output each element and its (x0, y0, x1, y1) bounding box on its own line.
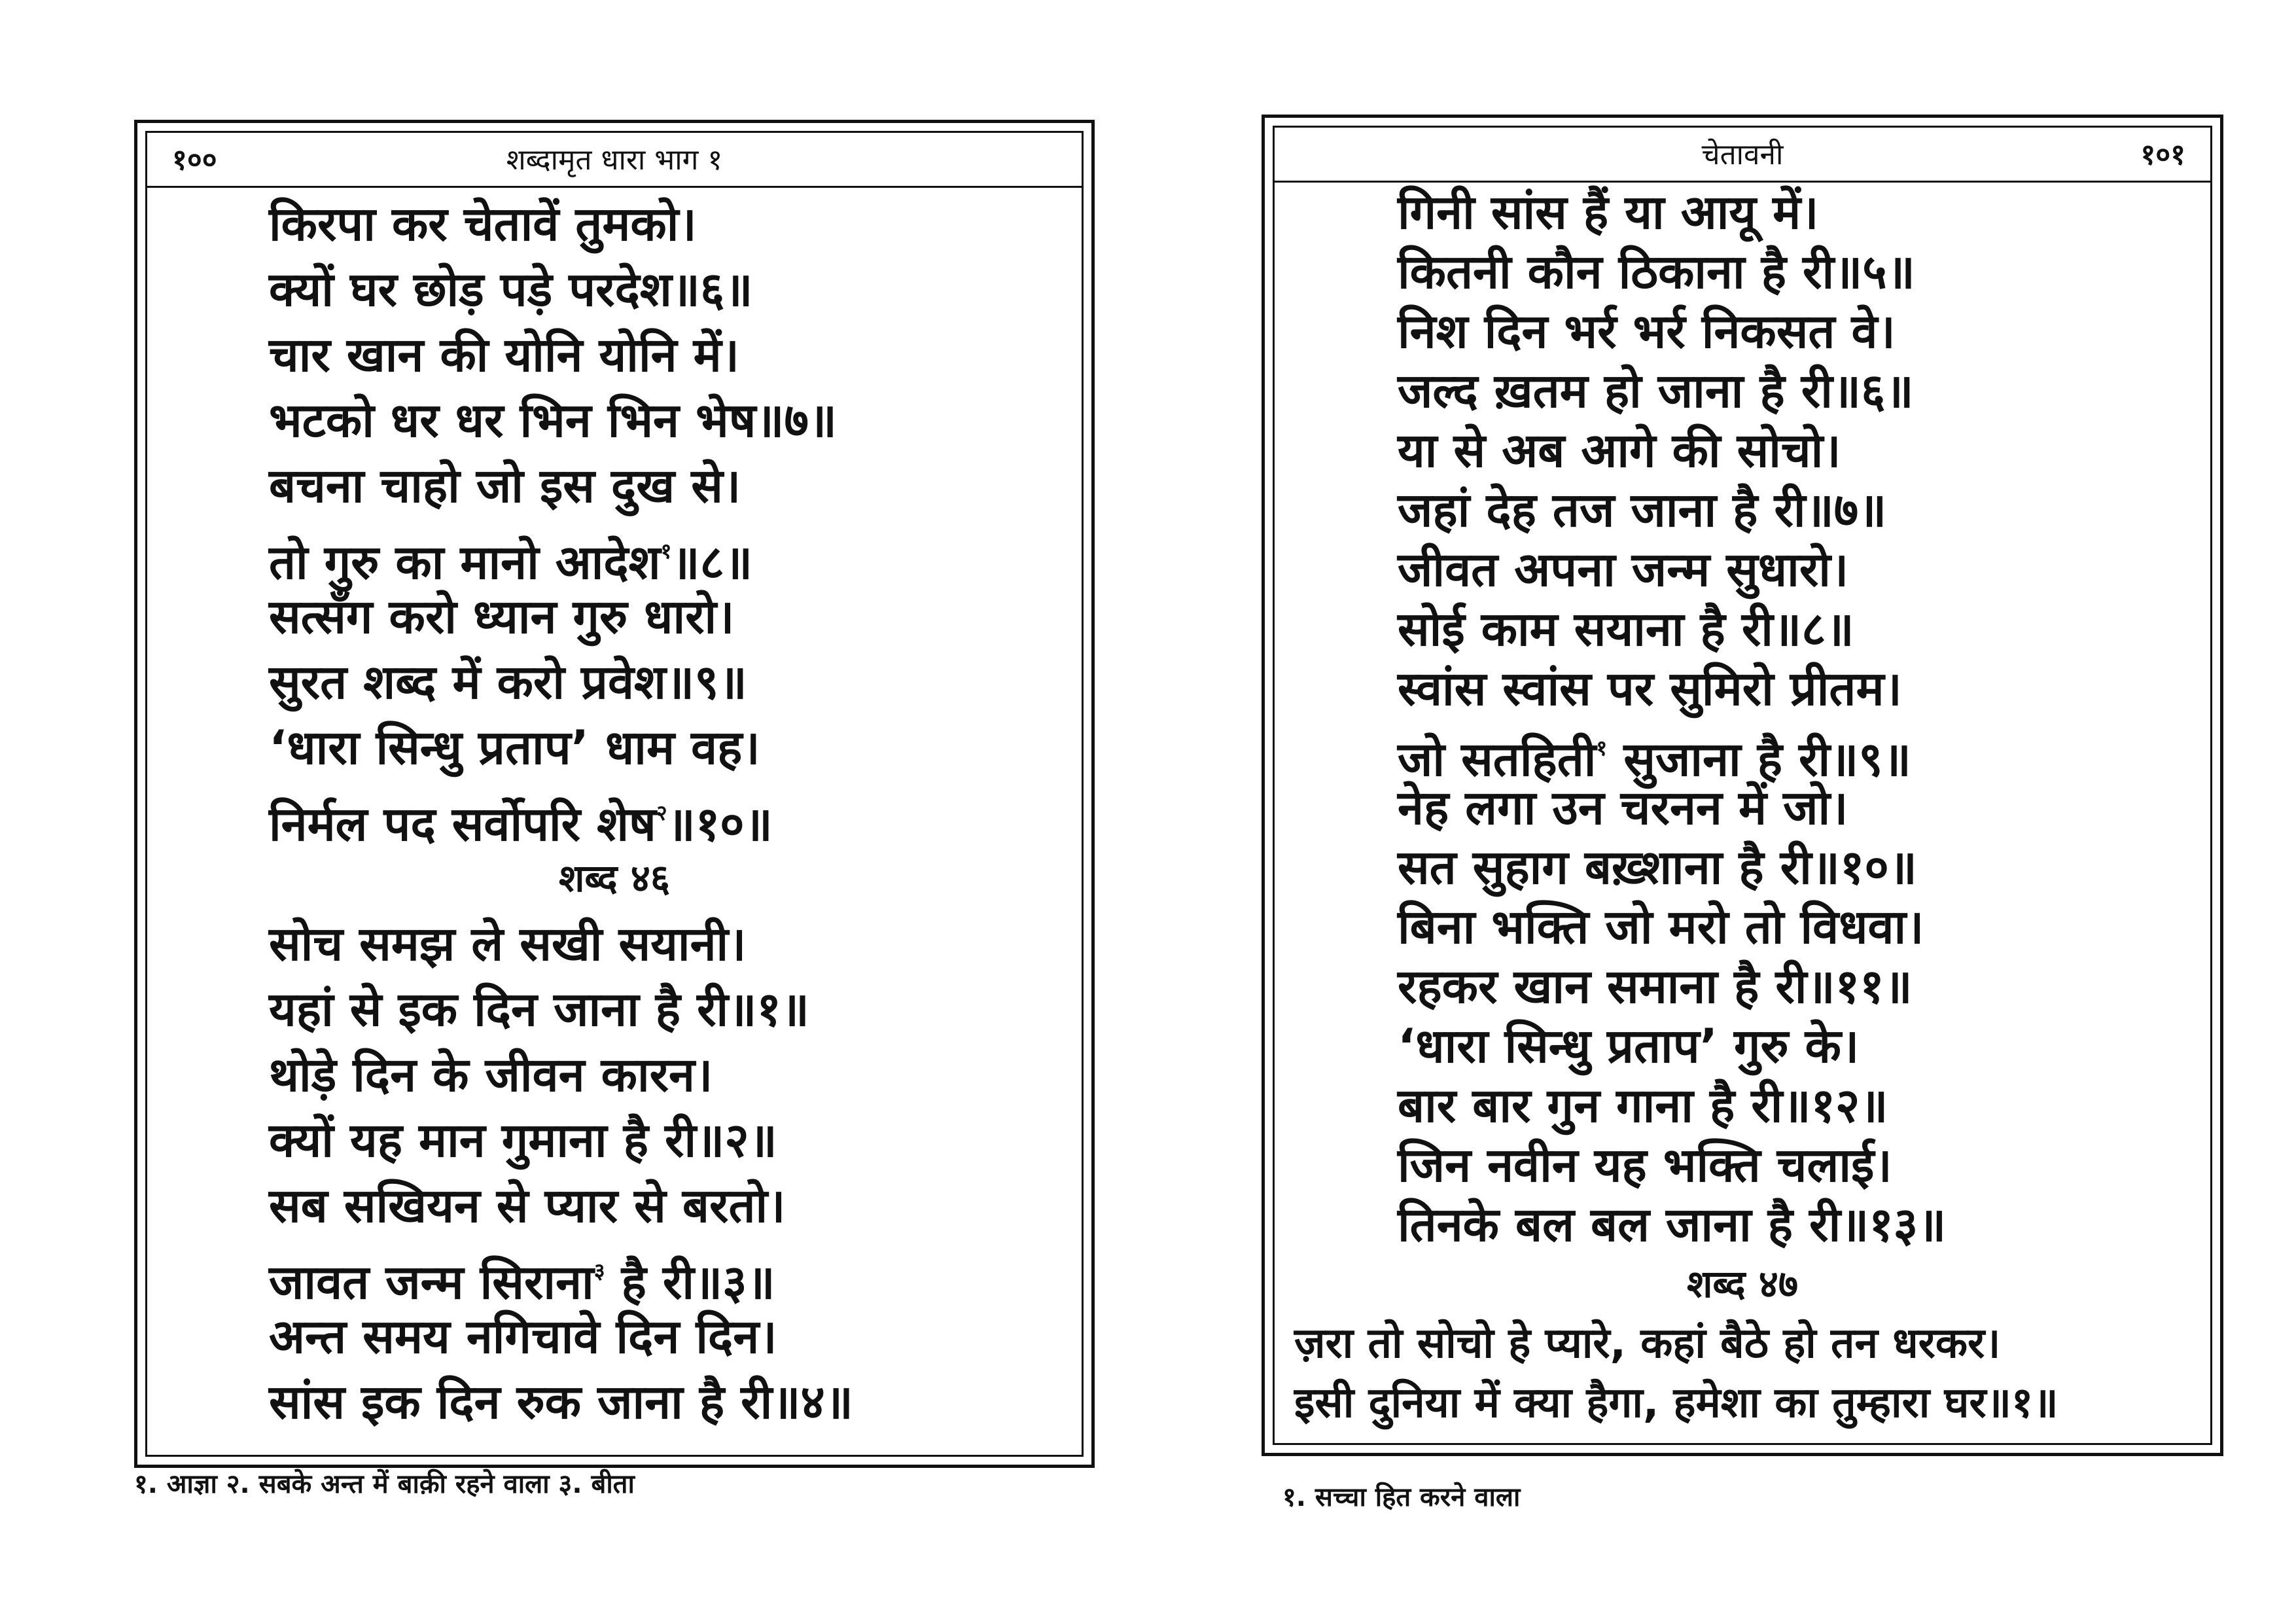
left-page-header-title: शब्दामृत धारा भाग १ (506, 143, 723, 177)
right-page (1262, 115, 2223, 1456)
verse-line: सोई काम सयाना है री॥८॥ (1398, 601, 1854, 656)
verse-line: बिना भक्ति जो मरो तो विधवा। (1398, 899, 1924, 954)
right-page-number: १०१ (2140, 138, 2185, 171)
section-heading: शब्द ४६ (558, 856, 671, 901)
right-page-inner-frame (1273, 126, 2212, 1445)
couplet-line: इसी दुनिया में क्या हैगा, हमेशा का तुम्हारा घर॥१॥ (1294, 1379, 2058, 1427)
verse-line (1398, 719, 1911, 787)
verse-line: निश दिन भर्र भर्र निकसत वे। (1398, 304, 1896, 359)
left-page-footnote: १. आज्ञा २. सबके अन्त में बाक़ी रहने वाला ३. बीता (134, 1469, 635, 1499)
left-page (134, 120, 1095, 1468)
footnote-marker: १ (1596, 736, 1608, 760)
verse-line: भटको धर धर भिन भिन भेष॥७॥ (269, 393, 838, 448)
verse-line: जीवत अपना जन्म सुधारो। (1398, 542, 1849, 597)
verse-line-number: है री॥३॥ (605, 1254, 775, 1310)
verse-line: सुरत शब्द में करो प्रवेश॥९॥ (269, 654, 747, 709)
footnote-marker: १ (660, 539, 672, 563)
verse-line: सब सखियन से प्यार से बरतो। (269, 1178, 786, 1233)
verse-line: चार खान की योनि योनि में। (269, 327, 739, 382)
left-page-header (147, 133, 1082, 188)
verse-line (269, 1241, 775, 1310)
verse-line-text: जो सतहिती (1398, 731, 1597, 787)
verse-line: जहां देह तज जाना है री॥७॥ (1398, 482, 1887, 537)
verse-line-number: ॥८॥ (671, 534, 753, 590)
verse-line: सत सुहाग बख़्शाना है री॥१०॥ (1398, 840, 1917, 895)
verse-line: यहां से इक दिन जाना है री॥१॥ (269, 982, 809, 1037)
left-page-inner-frame (145, 131, 1084, 1457)
verse-line: स्वांस स्वांस पर सुमिरो प्रीतम। (1398, 661, 1902, 716)
section-heading: शब्द ४७ (1686, 1262, 1799, 1306)
left-page-number: १०० (172, 143, 217, 177)
verse-line (269, 783, 773, 851)
verse-line: ‘धारा सिन्धु प्रताप’ गुरु के। (1398, 1018, 1860, 1073)
verse-line: कितनी कौन ठिकाना है री॥५॥ (1398, 244, 1915, 299)
verse-line: गिनी सांस हैं या आयू में। (1398, 185, 1819, 240)
verse-line-text: निर्मल पद सर्वोपरि शेष (269, 796, 656, 851)
verse-line-text: तो गुरु का मानो आदेश (269, 534, 661, 590)
verse-line: क्यों यह मान गुमाना है री॥२॥ (269, 1113, 777, 1168)
verse-line: नेह लगा उन चरनन में जो। (1398, 780, 1848, 835)
verse-line: रहकर खान समाना है री॥११॥ (1398, 959, 1913, 1014)
verse-line: सांस इक दिन रुक जाना है री॥४॥ (269, 1374, 853, 1429)
verse-line (269, 522, 753, 590)
verse-line: या से अब आगे की सोचो। (1398, 423, 1841, 478)
verse-line: अन्त समय नगिचावे दिन दिन। (269, 1309, 777, 1364)
verse-line: थोड़े दिन के जीवन कारन। (269, 1047, 713, 1102)
verse-line: जल्द ख़तम हो जाना है री॥६॥ (1398, 363, 1914, 418)
verse-line: बचना चाहो जो इस दुख से। (269, 458, 741, 513)
verse-line-number: सुजाना है री॥९॥ (1607, 731, 1911, 787)
verse-line: सोच समझ ले सखी सयानी। (269, 916, 747, 971)
verse-line: तिनके बल बल जाना है री॥१३॥ (1398, 1197, 1947, 1252)
verse-line: सत्सँग करो ध्यान गुरु धारो। (269, 589, 735, 644)
verse-line-number: ॥१०॥ (667, 796, 773, 851)
couplet-line: ज़रा तो सोचो हे प्यारे, कहां बैठे हो तन धरकर। (1294, 1319, 2001, 1368)
verse-line: किरपा कर चेतावें तुमको। (269, 196, 697, 251)
verse-line: ‘धारा सिन्धु प्रताप’ धाम वह। (269, 720, 760, 775)
verse-line: बार बार गुन गाना है री॥१२॥ (1398, 1078, 1888, 1133)
verse-line: जिन नवीन यह भक्ति चलाई। (1398, 1137, 1892, 1192)
right-page-header (1275, 128, 2210, 183)
right-page-header-title: चेतावनी (1701, 138, 1784, 171)
footnote-marker: ३ (593, 1258, 605, 1283)
verse-line-text: जावत जन्म सिराना (269, 1254, 594, 1310)
right-page-footnote: १. सच्चा हित करने वाला (1282, 1482, 1521, 1512)
footnote-marker: २ (656, 800, 667, 825)
verse-line: क्यों घर छोड़ पड़े परदेश॥६॥ (269, 262, 753, 317)
